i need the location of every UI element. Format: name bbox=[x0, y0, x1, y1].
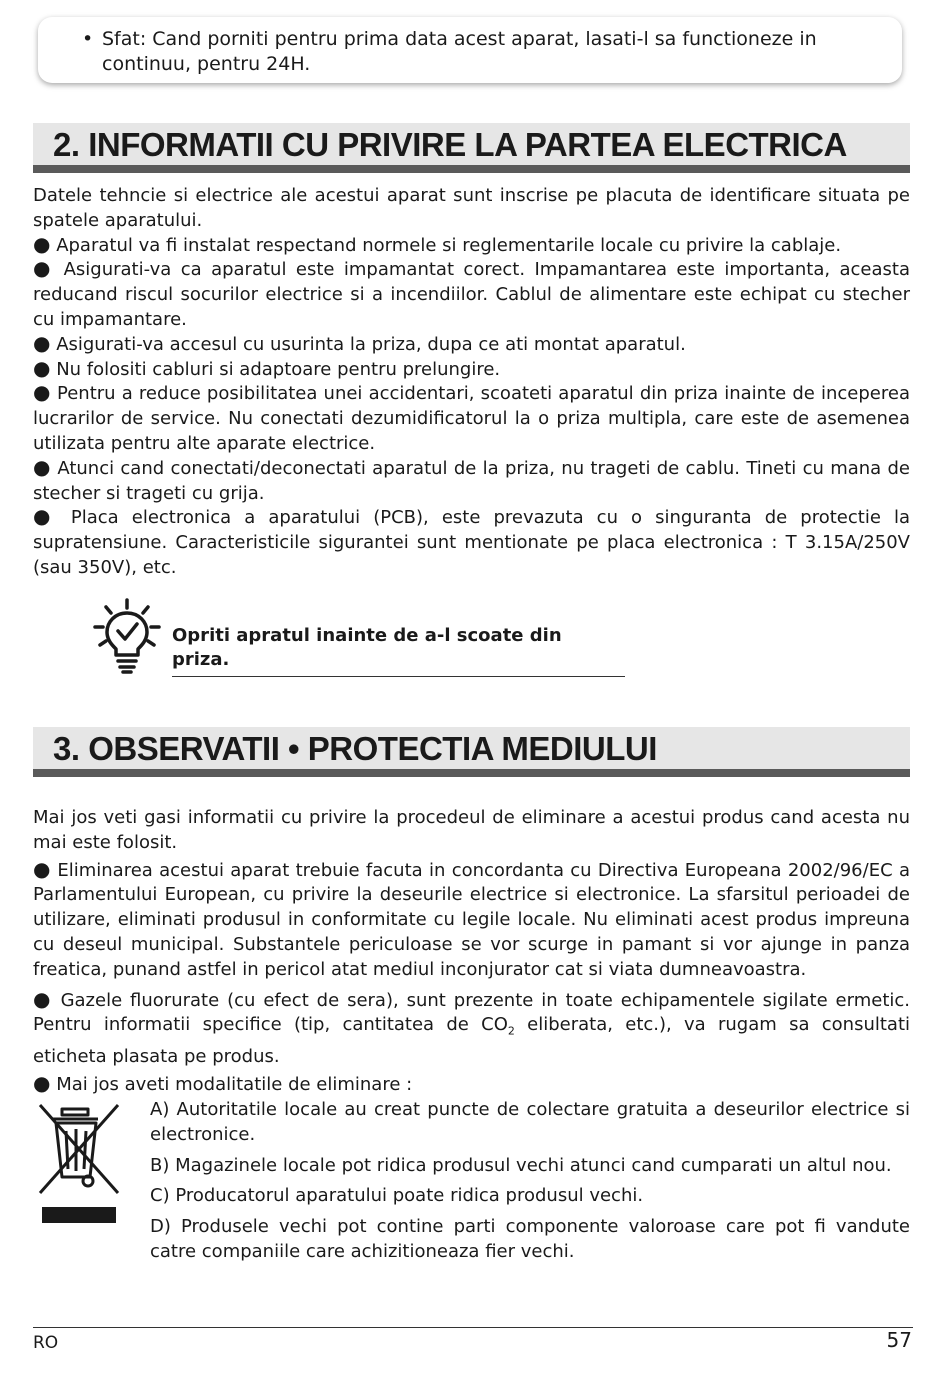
section-3-header bbox=[33, 727, 910, 777]
list-item: ● Pentru a reduce posibilitatea unei accidentari, scoateti aparatul din priza inainte de inceperea lucrarilor de service. Nu conectati dezumidificatorul la o priza multipla, care este de asemenea utilizata pentru alte aparate electrice. bbox=[33, 380, 910, 454]
bullet-icon: ● bbox=[33, 231, 51, 256]
list-item: ● Asigurati-va ca aparatul este impamantat corect. Impamantarea este importanta, aceasta reducand riscul socurilor electrice si a incendiilor. Cablul de alimentare este echipat cu stecher cu impamantare. bbox=[33, 256, 910, 330]
bullet-icon: ● bbox=[33, 330, 51, 355]
list-item: D) Produsele vechi pot contine parti componente valoroase care pot fi vandute catre companiile care achizitioneaza fier vechi. bbox=[150, 1216, 910, 1262]
list-item: ● Nu folositi cabluri si adaptoare pentru prelungire. bbox=[33, 355, 501, 380]
list-item: ● Eliminarea acestui aparat trebuie facuta in concordanta cu Directiva Europeana 2002/96/EC a Parlamentului European, cu privire la deseurile electrice si electronice. La sfarsitul perioadei de utilizare, eliminati produsul in conformitate cu legile locale. Nu eliminati acest produs impreuna cu deseul municipal. Substantele periculoase se vor scurge in pamant si vor ajunge in panza freatica, punand astfel in pericol atat mediul inconjurator cat si viata dumneavoastra. bbox=[33, 856, 910, 980]
bullet-icon: ● bbox=[33, 355, 51, 380]
list-item: A) Autoritatile locale au creat puncte de colectare gratuita a deseurilor electrice si electronice. bbox=[150, 1099, 910, 1145]
list-item: ● Asigurati-va accesul cu usurinta la priza, dupa ce ati montat aparatul. bbox=[33, 330, 686, 355]
tip-content: Sfat: Cand porniti pentru prima data acest aparat, lasati-l sa functioneze in continuu, pentru 24H. bbox=[102, 28, 817, 75]
warning-text: Opriti apratul inainte de a-l scoate din priza. bbox=[172, 624, 625, 677]
bullet-icon: ● bbox=[33, 454, 52, 479]
section-2-body bbox=[33, 184, 910, 581]
tip-bullet: • bbox=[82, 28, 94, 50]
tip-text bbox=[82, 27, 892, 77]
footer-divider bbox=[33, 1327, 913, 1328]
list-item: ● Gazele fluorurate (cu efect de sera), sunt prezente in toate echipamentele sigilate ermetic. Pentru informatii specifice (tip, cantitatea de $CO_2$ eliberata, etc.), va rugam sa consultati eticheta plasata pe produs. bbox=[33, 986, 910, 1067]
bullet-icon: ● bbox=[33, 986, 53, 1011]
list-item: ● Aparatul va fi instalat respectand normele si reglementarile locale cu privire la cablaje. bbox=[33, 231, 842, 256]
bullet-icon: ● bbox=[33, 380, 51, 405]
section-3-title: 3. OBSERVATII • PROTECTIA MEDIULUI bbox=[53, 730, 657, 767]
lightbulb-check-icon bbox=[92, 597, 162, 675]
bullet-icon: ● bbox=[33, 256, 55, 281]
list-item: ● Placa electronica a aparatului (PCB), este prevazuta cu o singuranta de protectie la supratensiune. Caracteristicile sigurantei sunt mentionate pe placa electronica : T 3.15A/250V (sau 350V), etc. bbox=[33, 504, 910, 578]
crossed-out-wheelie-bin-icon bbox=[36, 1101, 122, 1227]
section-3-body bbox=[33, 806, 910, 1097]
list-item: B) Magazinele locale pot ridica produsul vechi atunci cand cumparati un altul nou. bbox=[150, 1154, 892, 1176]
list-item: C) Producatorul aparatului poate ridica produsul vechi. bbox=[150, 1185, 644, 1207]
list-item: ● Atunci cand conectati/deconectati aparatul de la priza, nu trageti de cablu. Tineti cu mana de stecher si trageti cu grija. bbox=[33, 454, 910, 504]
bullet-icon: ● bbox=[33, 856, 52, 881]
footer-language: RO bbox=[33, 1333, 59, 1353]
page-number: 57 bbox=[886, 1328, 912, 1352]
section-2-header bbox=[33, 123, 910, 173]
list-item: ● Mai jos aveti modalitatile de eliminare : bbox=[33, 1070, 413, 1095]
bullet-icon: ● bbox=[33, 1070, 51, 1095]
section-3-intro: Mai jos veti gasi informatii cu privire la procedeul de eliminare a acestui produs cand acesta nu mai este folosit. bbox=[33, 807, 910, 853]
section-2-title: 2. INFORMATII CU PRIVIRE LA PARTEA ELECTRICA bbox=[53, 126, 847, 163]
bullet-icon: ● bbox=[33, 504, 58, 529]
disposal-options bbox=[150, 1098, 910, 1271]
section-2-intro: Datele tehncie si electrice ale acestui aparat sunt inscrise pe placuta de identificare situata pe spatele aparatului. bbox=[33, 185, 910, 231]
